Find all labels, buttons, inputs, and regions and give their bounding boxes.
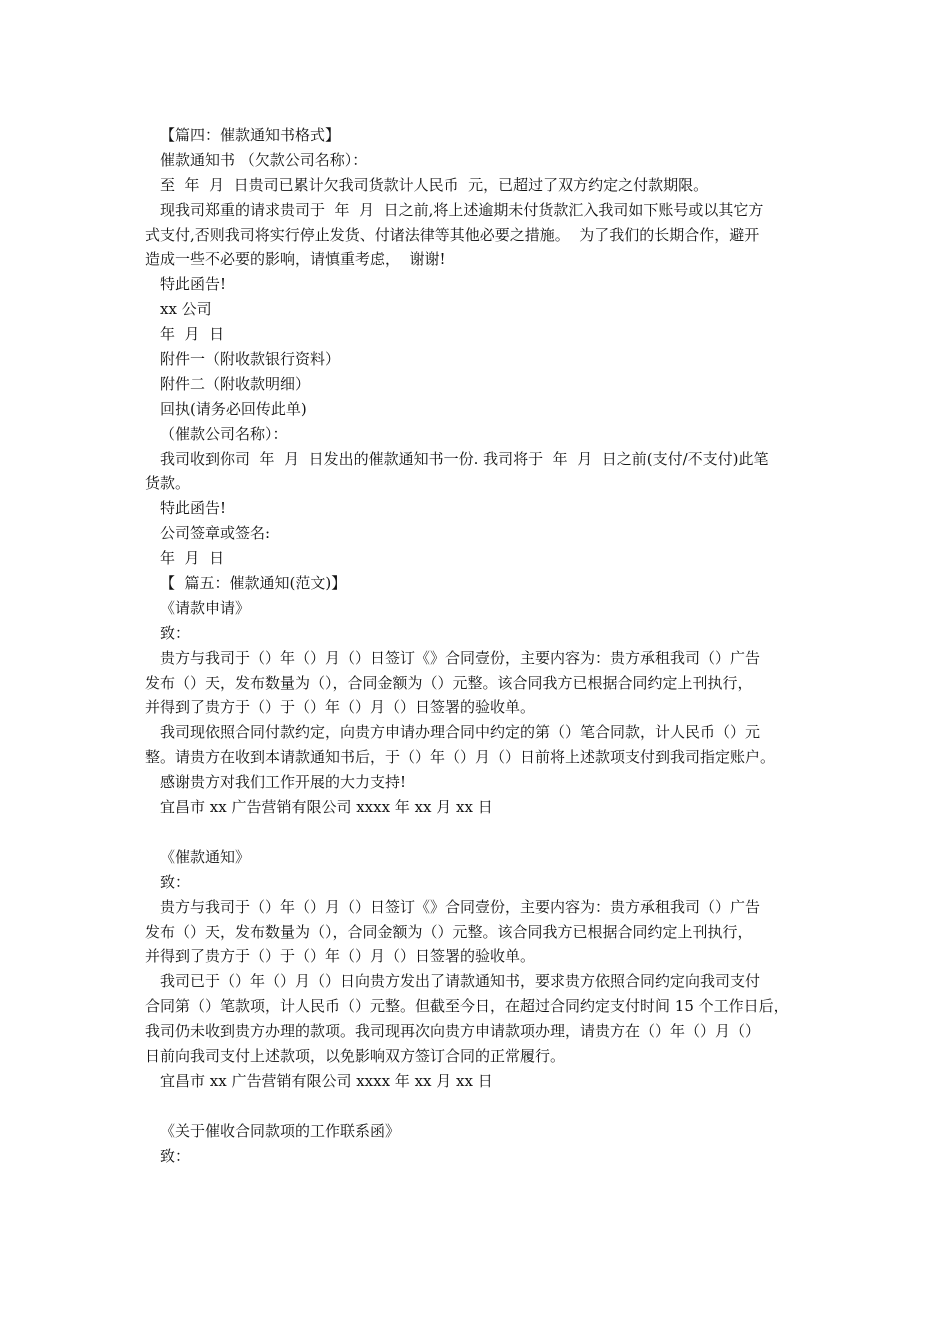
text-line: 造成一些不必要的影响，请慎重考虑， 谢谢! [145, 250, 446, 269]
text-line: 年 月 日 [160, 549, 225, 568]
text-line: 致： [160, 872, 191, 891]
text-line: 合同第（）笔款项，计人民币（）元整。但截至今日，在超过合同约定支付时间 15 个工作日后， [145, 997, 789, 1016]
text-line: 我司现依照合同付款约定，向贵方申请办理合同中约定的第（）笔合同款，计人民币（）元 [160, 723, 761, 742]
blank-line [145, 1094, 817, 1119]
blank-line [145, 820, 817, 845]
text-line: 【篇四：催款通知书格式】 [160, 126, 341, 144]
text-line: 贵方与我司于（）年（）月（）日签订《》合同壹份，主要内容为：贵方承租我司（）广告 [160, 648, 761, 667]
text-line: 附件一（附收款银行资料） [160, 350, 341, 369]
text-line: 我司仍未收到贵方办理的款项。我司现再次向贵方申请款项办理，请贵方在（）年（）月（） [145, 1022, 761, 1041]
text-line: 宜昌市 xx 广告营销有限公司 xxxx 年 xx 月 xx 日 [160, 1071, 493, 1090]
text-line: 并得到了贵方于（）于（）年（）月（）日签署的验收单。 [145, 947, 536, 966]
text-line: 年 月 日 [160, 325, 225, 344]
text-line: 宜昌市 xx 广告营销有限公司 xxxx 年 xx 月 xx 日 [160, 798, 493, 817]
text-line: 致： [160, 1146, 191, 1165]
text-line: 《请款申请》 [160, 598, 251, 617]
text-line: 现我司郑重的请求贵司于 年 月 日之前,将上述逾期未付货款汇入我司如下账号或以其它方 [160, 200, 764, 219]
text-line: 催款通知书 （欠款公司名称）： [160, 150, 368, 169]
text-line: 日前向我司支付上述款项，以免影响双方签订合同的正常履行。 [145, 1046, 566, 1065]
text-line: 【 篇五：催款通知(范文)】 [160, 574, 347, 593]
text-line: 《催款通知》 [160, 847, 251, 866]
text-line: 我司收到你司 年 月 日发出的催款通知书一份. 我司将于 年 月 日之前(支付/不支付)此笔 [160, 449, 769, 468]
text-line: 发布（）天，发布数量为（），合同金额为（）元整。该合同我方已根据合同约定上刊执行， [145, 922, 753, 941]
text-line: 特此函告! [160, 499, 227, 518]
text-line: 回执(请务必回传此单) [160, 399, 307, 418]
text-line: 感谢贵方对我们工作开展的大力支持! [160, 773, 407, 792]
text-line: 公司签章或签名: [160, 524, 271, 543]
text-line: 致： [160, 623, 191, 642]
text-line: 《关于催收合同款项的工作联系函》 [160, 1121, 401, 1140]
text-line: 贵方与我司于（）年（）月（）日签订《》合同壹份，主要内容为：贵方承租我司（）广告 [160, 897, 761, 916]
text-line: 附件二（附收款明细） [160, 374, 311, 393]
text-line: 我司已于（）年（）月（）日向贵方发出了请款通知书，要求贵方依照合同约定向我司支付 [160, 972, 761, 991]
document-body [145, 123, 817, 1168]
text-line: 特此函告! [160, 275, 227, 294]
text-line: 货款。 [145, 474, 191, 493]
text-line: 发布（）天，发布数量为（），合同金额为（）元整。该合同我方已根据合同约定上刊执行， [145, 673, 753, 692]
text-line: 并得到了贵方于（）于（）年（）月（）日签署的验收单。 [145, 698, 536, 717]
text-line: 整。请贵方在收到本请款通知书后，于（）年（）月（）日前将上述款项支付到我司指定账户。 [145, 748, 776, 767]
text-line: xx 公司 [160, 300, 212, 319]
text-line: 至 年 月 日贵司已累计欠我司货款计人民币 元，已超过了双方约定之付款期限。 [160, 175, 709, 194]
text-line: 式支付,否则我司将实行停止发货、付诸法律等其他必要之措施。 为了我们的长期合作，避开 [145, 225, 760, 244]
text-line: （催款公司名称）： [160, 424, 288, 443]
